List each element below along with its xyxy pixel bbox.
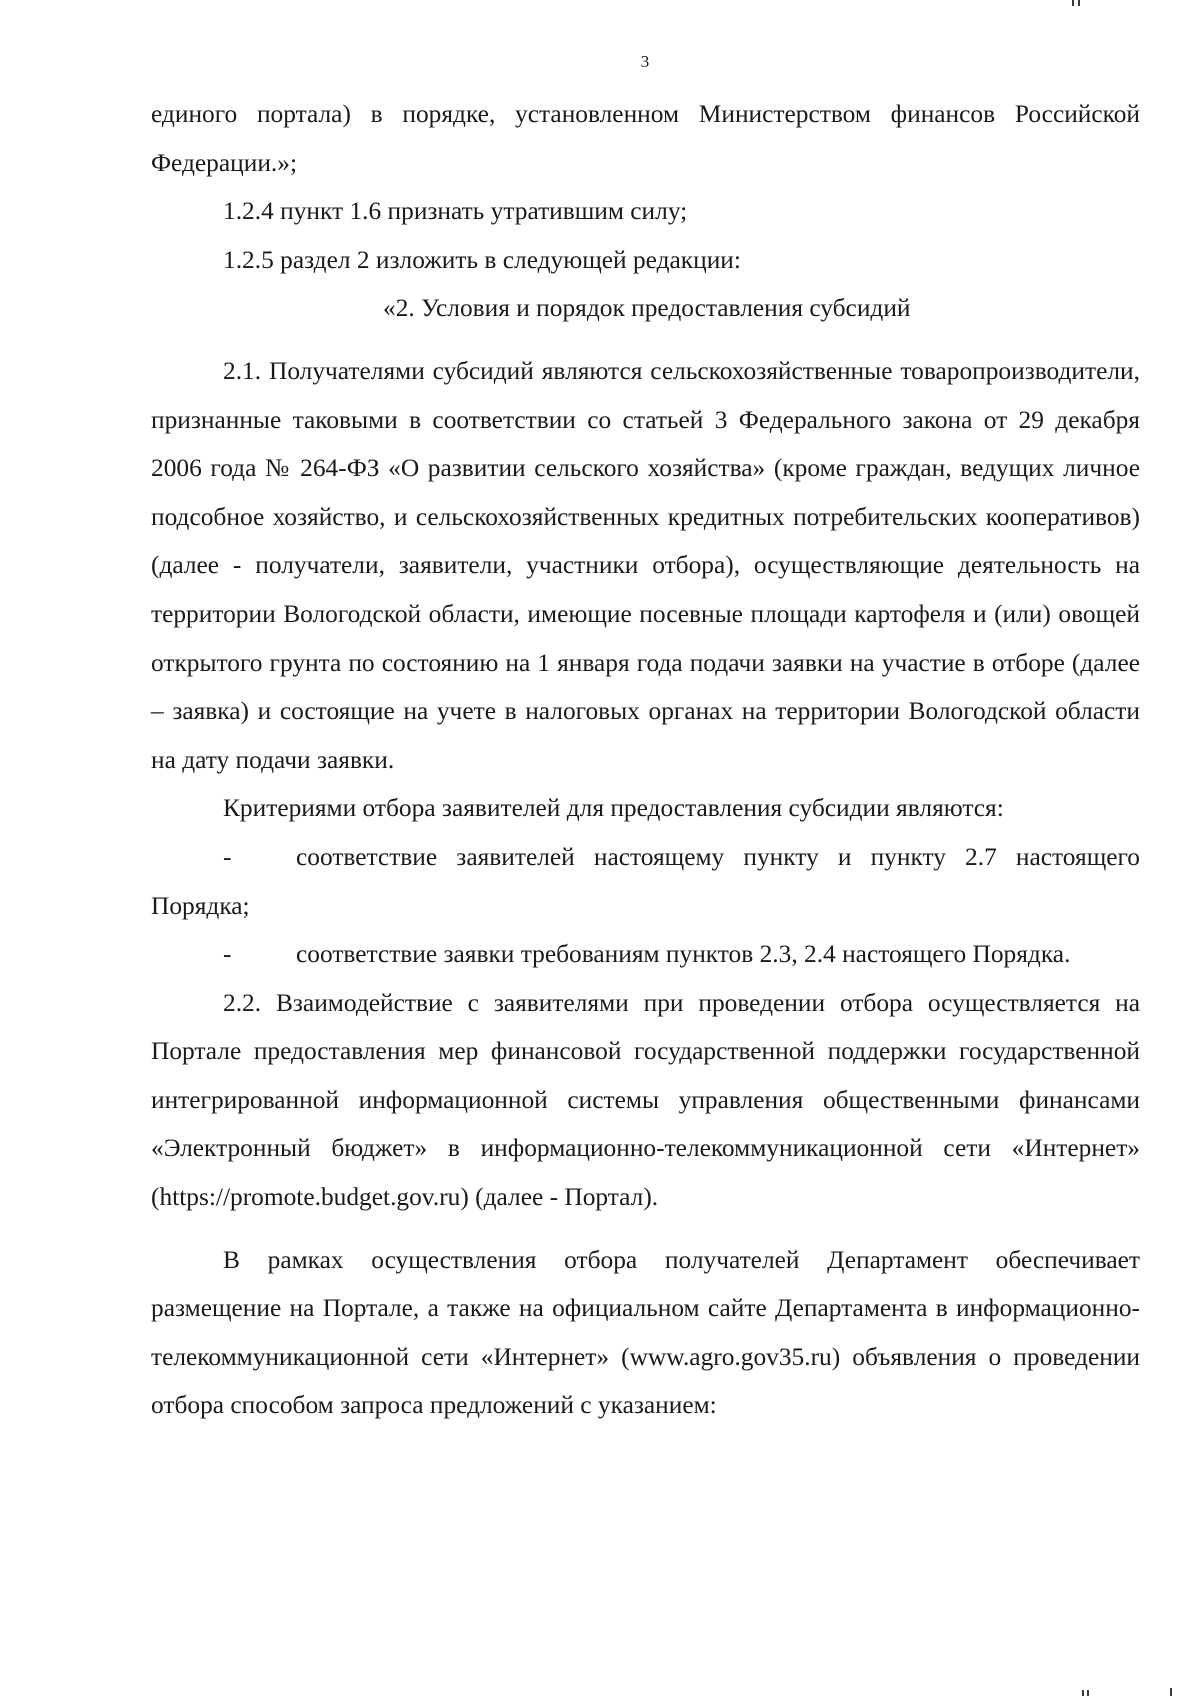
- scan-artifact: [1082, 1690, 1084, 1696]
- scan-artifact: [1078, 0, 1080, 6]
- page-number: 3: [640, 52, 650, 71]
- list-item: [151, 930, 1140, 979]
- list-item-text: соответствие заявителей настоящему пункту и пункту 2.7 настоящего Порядка;: [151, 842, 1140, 920]
- paragraph-2-1: 2.1. Получателями субсидий являются сельскохозяйственные товаропроизводители, признанные таковыми в соответствии со статьей 3 Федерального закона от 29 декабря 2006 года № 264-ФЗ «О развитии сельского хозяйства» (кроме граждан, ведущих личное подсобное хозяйство, и сельскохозяйственных кредитных потребительских кооперативов) (далее - получатели, заявители, участники отбора), осуществляющие деятельность на территории Вологодской области, имеющие посевные площади картофеля и (или) овощей открытого грунта по состоянию на 1 января года подачи заявки на участие в отборе (далее – заявка) и состоящие на учете в налоговых органах на территории Вологодской области на дату подачи заявки.: [151, 356, 1140, 774]
- section-heading: «2. Условия и порядок предоставления субсидий: [383, 294, 911, 323]
- paragraph-criteria: Критериями отбора заявителей для предоставления субсидии являются:: [223, 794, 1004, 823]
- paragraph-announcement: В рамках осуществления отбора получателей Департамент обеспечивает размещение на Портале, а также на официальном сайте Департамента в информационно-телекоммуникационной сети «Интернет» (www.agro.gov35.ru) объявления о проведении отбора способом запроса предложений с указанием:: [151, 1245, 1140, 1420]
- list-item-text: соответствие заявки требованиям пунктов 2.3, 2.4 настоящего Порядка.: [296, 940, 1071, 969]
- paragraph-item-1-2-4: 1.2.4 пункт 1.6 признать утратившим силу;: [223, 197, 688, 226]
- document-body: [151, 90, 1140, 1430]
- scan-artifact: [1072, 0, 1074, 6]
- paragraph-item-1-2-5: 1.2.5 раздел 2 изложить в следующей редакции:: [223, 245, 741, 274]
- paragraph-continuation: единого портала) в порядке, установленном Министерством финансов Российской Федерации.»;: [151, 100, 1140, 177]
- list-dash: -: [223, 940, 232, 969]
- list-item: [151, 833, 1140, 930]
- scan-artifact: [1170, 1688, 1172, 1696]
- paragraph-2-2: 2.2. Взаимодействие с заявителями при проведении отбора осуществляется на Портале предоставления мер финансовой государственной поддержки государственной интегрированной информационной системы управления общественными финансами «Электронный бюджет» в информационно-телекоммуникационной сети «Интернет» (https://promote.budget.gov.ru) (далее - Портал).: [151, 988, 1140, 1212]
- list-dash: -: [223, 842, 232, 871]
- scan-artifact: [1087, 1690, 1089, 1696]
